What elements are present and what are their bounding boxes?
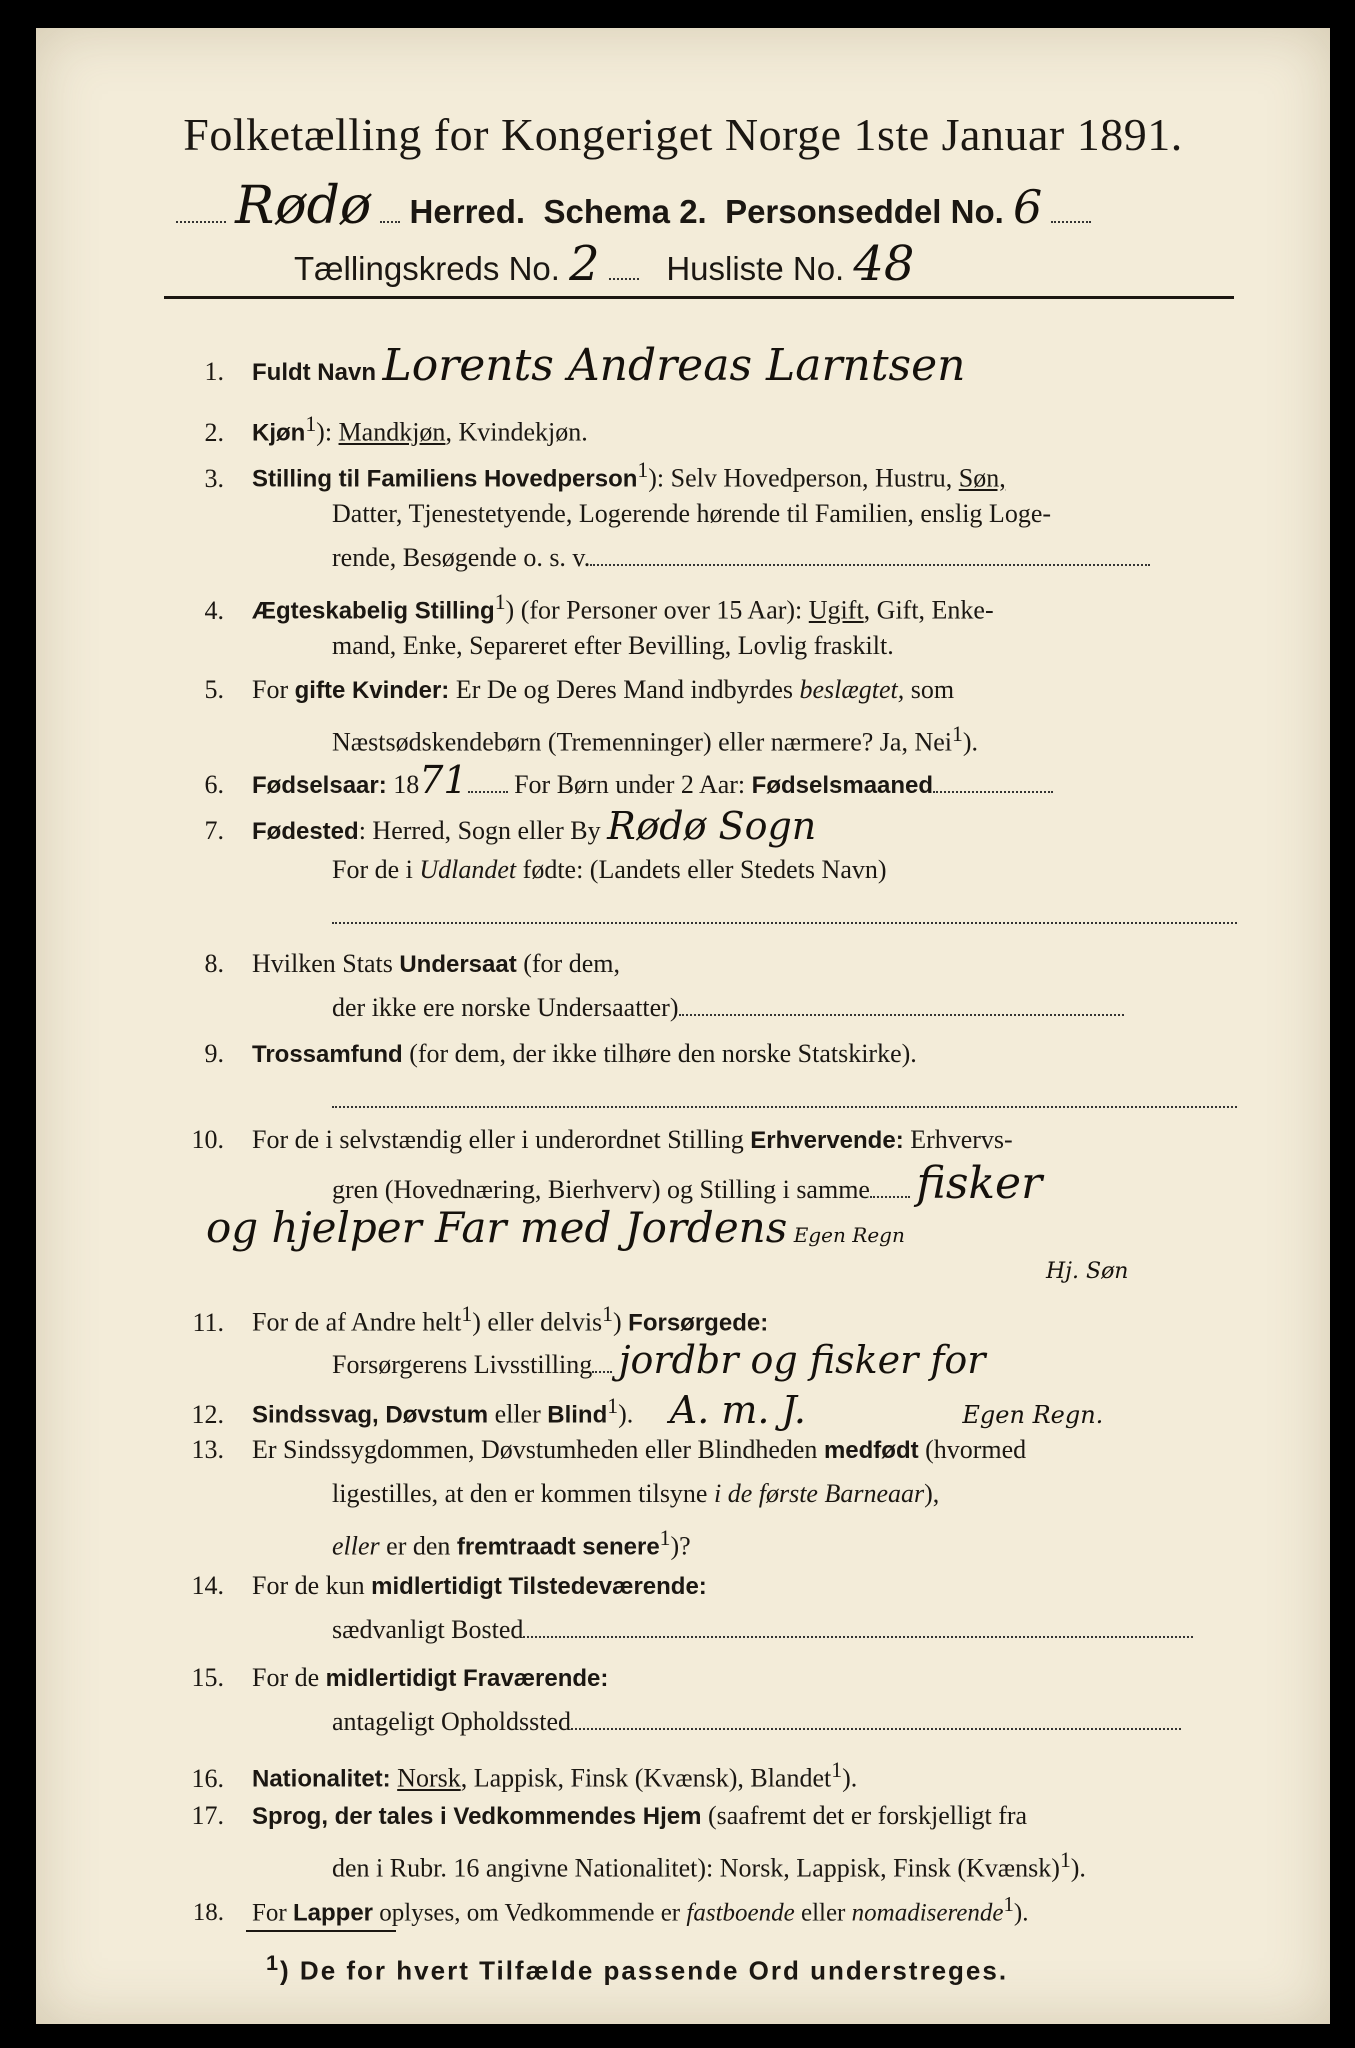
item-10-note (1046, 1250, 1128, 1292)
item-number: 18. (192, 1899, 224, 1927)
herred-label: Herred. (409, 193, 526, 230)
item-number: 13. (191, 1435, 224, 1464)
item-13-line3 (166, 1518, 1260, 1568)
schema-label: Schema 2. (543, 193, 707, 230)
footnote-ref: 1 (1003, 1892, 1014, 1916)
item-text: ). (842, 1763, 858, 1793)
husliste-value: 48 (853, 236, 915, 292)
item-text: (for dem, (516, 949, 620, 978)
item-14 (166, 1566, 1260, 1607)
item-text-italic: eller (332, 1531, 380, 1561)
footnote-ref: 1 (659, 1526, 671, 1550)
footnote-rule (246, 1930, 396, 1932)
selected-option: Ugift (808, 595, 864, 625)
item-text: ): (316, 417, 339, 447)
item-label: Fødselsmaaned (751, 772, 934, 799)
item-label: medfødt (823, 1437, 919, 1464)
item-number: 10. (191, 1125, 224, 1154)
item-label: Erhvervende: (750, 1127, 904, 1154)
kreds-line (294, 236, 914, 292)
footnote-ref: 1 (1059, 1848, 1071, 1872)
footnote-ref: 1 (952, 722, 963, 746)
item-text: der ikke ere norske Undersaatter) (332, 993, 679, 1022)
item-2 (166, 404, 1260, 454)
item-8 (166, 944, 1260, 985)
footnote-ref: 1 (494, 590, 506, 614)
item-text: (saafremt det er forskjelligt fra (701, 1801, 1028, 1830)
item-text: (for dem, der ikke tilhøre den norske Statskirke). (402, 1039, 917, 1068)
item-text: ligestilles, at den er kommen tilsyne (332, 1479, 714, 1508)
condition-value: A. m. J. (669, 1387, 806, 1432)
full-name-value: Lorents Andreas Larntsen (382, 340, 966, 391)
item-label: fremtraadt senere (456, 1533, 660, 1561)
item-15 (166, 1658, 1260, 1699)
item-3-line3 (166, 538, 1260, 578)
form-title: Folketælling for Kongeriget Norge 1ste Januar 1891. (183, 109, 1183, 160)
item-text: : Herred, Sogn eller By (358, 816, 608, 845)
footnote-ref: 1 (831, 1758, 843, 1782)
item-text: Hvilken Stats (252, 949, 400, 978)
item-text: ). (618, 1399, 634, 1429)
item-label: Kjøn (252, 419, 306, 447)
item-text: 18 (386, 770, 420, 799)
item-text: For de kun (252, 1571, 372, 1600)
item-label: Sprog, der tales i Vedkommendes Hjem (252, 1803, 702, 1830)
item-5 (166, 670, 1260, 711)
provider-value: jordbr og fisker for (618, 1338, 986, 1382)
item-text: sædvanligt Bosted (332, 1615, 524, 1644)
item-text: eller (488, 1399, 548, 1429)
item-1 (166, 340, 1260, 393)
footnote-ref: 1 (305, 412, 317, 436)
item-label: Fuldt Navn (252, 359, 376, 386)
footnote-text: ) De for hvert Tilfælde passende Ord understreges. (280, 1955, 1009, 1986)
item-text: For de i selvstændig eller i underordnet Stilling (252, 1125, 751, 1154)
item-text: ), (924, 1479, 940, 1508)
item-18 (166, 1884, 1260, 1933)
item-label: Forsørgede: (628, 1309, 769, 1337)
item-7-line2 (166, 850, 1260, 890)
condition-note: Egen Regn. (962, 1400, 1104, 1429)
item-label: gifte Kvinder: (294, 677, 450, 704)
item-text: ) eller delvis (472, 1307, 603, 1337)
birthplace-value: Rødø Sogn (607, 804, 817, 848)
item-text-italic: nomadiserende (851, 1899, 1004, 1927)
item-text: den i Rubr. 16 angivne Nationalitet): Norsk, Lappisk, Finsk (Kvænsk) (332, 1853, 1060, 1883)
item-label: Sindssvag, Døvstum (252, 1401, 489, 1429)
selected-option: Mandkjøn (338, 417, 446, 447)
item-number: 7. (204, 816, 224, 845)
item-text: ). (1070, 1853, 1086, 1883)
item-3 (166, 450, 1260, 500)
occupation-value: fisker (916, 1158, 1043, 1209)
item-text: For de i (332, 855, 420, 884)
footnote-ref: 1 (266, 1950, 281, 1975)
item-text: eller (794, 1899, 852, 1927)
item-text: rende, Besøgende o. s. v. (332, 543, 591, 572)
item-text: ) (613, 1307, 629, 1337)
footnote-ref: 1 (602, 1302, 613, 1326)
item-number: 5. (204, 675, 224, 704)
item-text-italic: Udlandet (419, 855, 517, 884)
item-text: For (252, 675, 295, 704)
item-number: 2. (204, 417, 224, 447)
item-number: 6. (204, 770, 224, 799)
item-4-line2: mand, Enke, Separeret efter Bevilling, Lovlig fraskilt. (332, 631, 894, 660)
item-10-line3 (206, 1203, 1260, 1255)
item-number: 8. (204, 949, 224, 978)
item-text: som (904, 675, 955, 704)
item-text: , Gift, Enke- (863, 595, 994, 625)
item-text: For de (252, 1663, 326, 1692)
item-label: Fødselsaar: (252, 772, 387, 799)
item-text: fødte: (Landets eller Stedets Navn) (516, 855, 887, 884)
item-11 (166, 1294, 1260, 1344)
item-12 (166, 1386, 1260, 1436)
item-5-line2 (166, 714, 1260, 763)
husliste-label: Husliste No. (666, 250, 845, 287)
item-6 (166, 760, 1260, 806)
item-4 (166, 582, 1260, 632)
item-text-italic: i de første Barneaar (713, 1479, 925, 1508)
item-14-line2 (166, 1610, 1260, 1650)
item-text: Er De og Deres Mand indbyrdes (449, 675, 800, 704)
item-number: 12. (191, 1399, 224, 1429)
item-8-line2 (166, 988, 1260, 1028)
item-number: 14. (191, 1571, 224, 1600)
item-text: , Lappisk, Finsk (Kvænsk), Blandet (460, 1763, 832, 1793)
item-label: midlertidigt Fraværende: (325, 1665, 609, 1692)
item-label: Nationalitet: (252, 1765, 391, 1793)
item-label: Lapper (292, 1899, 373, 1927)
item-17 (166, 1796, 1260, 1837)
item-text: For (252, 1899, 293, 1927)
personseddel-label: Personseddel No. (725, 193, 1004, 230)
occupation-note: Hj. Søn (1046, 1259, 1129, 1284)
item-number: 11. (192, 1307, 224, 1337)
item-text: Forsørgerens Livsstilling (332, 1350, 593, 1379)
item-15-line2 (166, 1702, 1260, 1742)
item-number: 15. (191, 1663, 224, 1692)
item-text: Er Sindssygdommen, Døvstumheden eller Blindheden (252, 1435, 824, 1464)
item-text: For de af Andre helt (252, 1307, 462, 1337)
item-number: 3. (204, 463, 224, 493)
item-16 (166, 1750, 1260, 1800)
item-text: , Kvindekjøn. (445, 417, 588, 447)
item-number: 17. (191, 1801, 224, 1830)
footnote (266, 1950, 1008, 1987)
item-10 (166, 1120, 1260, 1161)
item-text: ) (for Personer over 15 Aar): (505, 595, 809, 625)
item-7-blank (166, 896, 1260, 936)
item-label: midlertidigt Tilstedeværende: (371, 1573, 707, 1600)
item-13 (166, 1430, 1260, 1471)
item-text: For Børn under 2 Aar: (507, 770, 752, 799)
item-text-italic: fastboende (686, 1899, 795, 1927)
item-text: oplyses, om Vedkommende er (373, 1899, 687, 1927)
item-label: Blind (547, 1401, 608, 1429)
footnote-ref: 1 (607, 1394, 619, 1418)
item-9-blank (166, 1080, 1260, 1120)
item-label: Stilling til Familiens Hovedperson (252, 465, 638, 493)
item-text: antageligt Opholdssted (332, 1707, 572, 1736)
item-number: 9. (204, 1039, 224, 1068)
item-number: 4. (204, 595, 224, 625)
item-7 (166, 806, 1260, 852)
item-text: gren (Hovednæring, Bierhverv) og Stilling i samme (332, 1175, 870, 1204)
item-number: 1. (204, 357, 224, 386)
selected-option: Søn, (958, 463, 1006, 493)
item-text: ): Selv Hovedperson, Hustru, (648, 463, 959, 493)
herred-value: Rødø (235, 176, 372, 236)
herred-line (176, 176, 1091, 236)
item-text: ). (962, 727, 978, 757)
footnote-ref: 1 (461, 1302, 473, 1326)
item-text: er den (379, 1531, 457, 1561)
item-label: Ægteskabelig Stilling (252, 597, 495, 625)
kreds-value: 2 (569, 236, 600, 292)
header-rule (164, 296, 1234, 299)
item-9 (166, 1034, 1260, 1075)
occupation-note: Egen Regn (793, 1223, 905, 1247)
item-label: Undersaat (399, 951, 517, 978)
item-11-line2 (166, 1340, 1260, 1385)
item-number: 16. (191, 1763, 224, 1793)
item-text: ). (1013, 1899, 1029, 1927)
item-label: Fødested (252, 818, 359, 845)
item-text-italic: beslægtet, (799, 675, 905, 704)
occupation-value-cont: og hjelper Far med Jordens (206, 1203, 788, 1252)
item-text: (hvormed (918, 1435, 1027, 1464)
item-text: )? (670, 1531, 691, 1561)
personseddel-value: 6 (1012, 180, 1043, 234)
item-text: Næstsødskendebørn (Tremenninger) eller nærmere? Ja, Nei (332, 727, 952, 757)
item-label: Trossamfund (252, 1041, 403, 1068)
census-form (36, 28, 1330, 2024)
item-17-line2 (166, 1840, 1260, 1889)
footnote-ref: 1 (637, 458, 649, 482)
item-text: Erhvervs- (903, 1125, 1013, 1154)
item-13-line2 (166, 1474, 1260, 1514)
birth-year-value: 71 (419, 758, 468, 802)
selected-option: Norsk (397, 1763, 461, 1793)
kreds-label: Tællingskreds No. (294, 250, 560, 287)
item-3-line2: Datter, Tjenestetyende, Logerende hørende til Familien, enslig Loge- (332, 499, 1052, 528)
